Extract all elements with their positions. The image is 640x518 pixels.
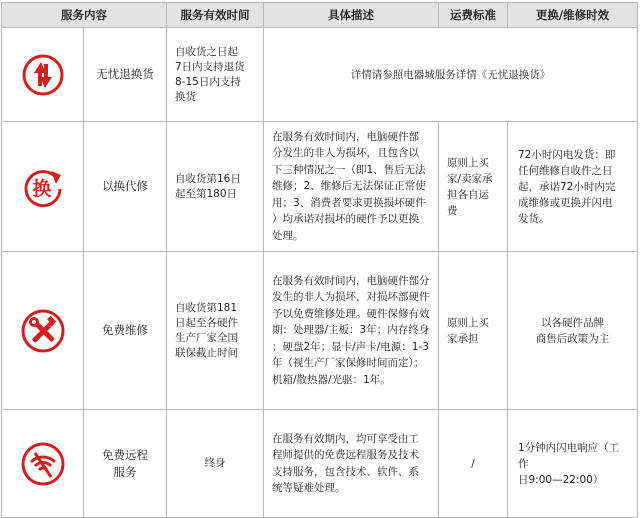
description: 在服务有效时间内，电脑硬件部 分发生的非人为损坏，且包含以 下三种情况之一（即1、售后无法 维修；2、维修后无法保证正常使 用；3、消费者要求更换损坏硬件 ）均承诺对损坏的硬件予以更换 处理。: [272, 130, 426, 242]
remote-signal-icon: [20, 441, 66, 487]
replace-time: 72小时闪电发货：即 任何维修自收件之日 起，承诺72小时内完 成维修或更换并闪电 发货。: [518, 148, 616, 225]
response-time: 1分钟内闪电响应（工作 日9:00—22:00）: [518, 441, 620, 486]
row-icon-cell: [2, 410, 84, 518]
table-row: [2, 252, 638, 410]
table-row: [2, 28, 638, 122]
valid-time: 终身: [204, 457, 226, 469]
svg-text:换: 换: [31, 177, 52, 200]
shipping-fee: 原则上买 家/卖家承 担各自运 费: [447, 156, 493, 217]
service-name: 无忧退换货: [96, 67, 154, 81]
description: 在服务有效时间内，电脑硬件部分 发生的非人为损坏，对损坏部硬件 予以免费维修处理。硬件保修有效 期：处理器/主板：3年；内存终身 ；硬盘2年；显卡/声卡/电源：1-3 年（视生产厂家保修时间而定）； 机箱/散热器/光驱：1年。: [272, 274, 430, 386]
row-icon-cell: [2, 252, 84, 410]
row-icon-cell: [2, 28, 84, 122]
header-row: [2, 3, 638, 28]
header-description: 具体描述: [264, 3, 439, 28]
service-detail-link-text: 详情请参照电器城服务详情《无忧退换货》: [350, 69, 551, 81]
table-row: [2, 122, 638, 252]
valid-time: 自收货第16日 起至第180日: [175, 172, 241, 200]
header-service-content: 服务内容: [2, 3, 167, 28]
swap-icon: [19, 163, 67, 211]
service-name: 免费远程 服务: [102, 447, 148, 479]
arrows-cycle-icon: [21, 53, 65, 97]
service-table: [1, 2, 638, 518]
table-row: [2, 410, 638, 518]
repair-time: 以各硬件品牌 商售后政策为主: [535, 316, 610, 345]
service-name: 以换代修: [102, 179, 148, 193]
valid-time: 自收货第181 日起至各硬件 生产厂家全国 联保截止时间: [175, 301, 238, 359]
service-name: 免费维修: [102, 323, 148, 337]
header-shipping-fee: 运费标准: [439, 3, 508, 28]
description: 在服务有效期内，均可享受由工 程师提供的免费远程服务及技术 支持服务，包含技术、软件、系 统等疑难处理。: [272, 432, 419, 494]
header-valid-time: 服务有效时间: [167, 3, 264, 28]
tools-icon: [20, 308, 66, 354]
row-icon-cell: [2, 122, 84, 252]
shipping-fee: 原则上买 家承担: [447, 316, 489, 345]
valid-time: 自收货之日起 7日内支持退货 8-15日内支持 换货: [175, 45, 245, 103]
header-replace-repair-time: 更换/维修时效: [508, 3, 638, 28]
shipping-fee: /: [471, 457, 475, 470]
